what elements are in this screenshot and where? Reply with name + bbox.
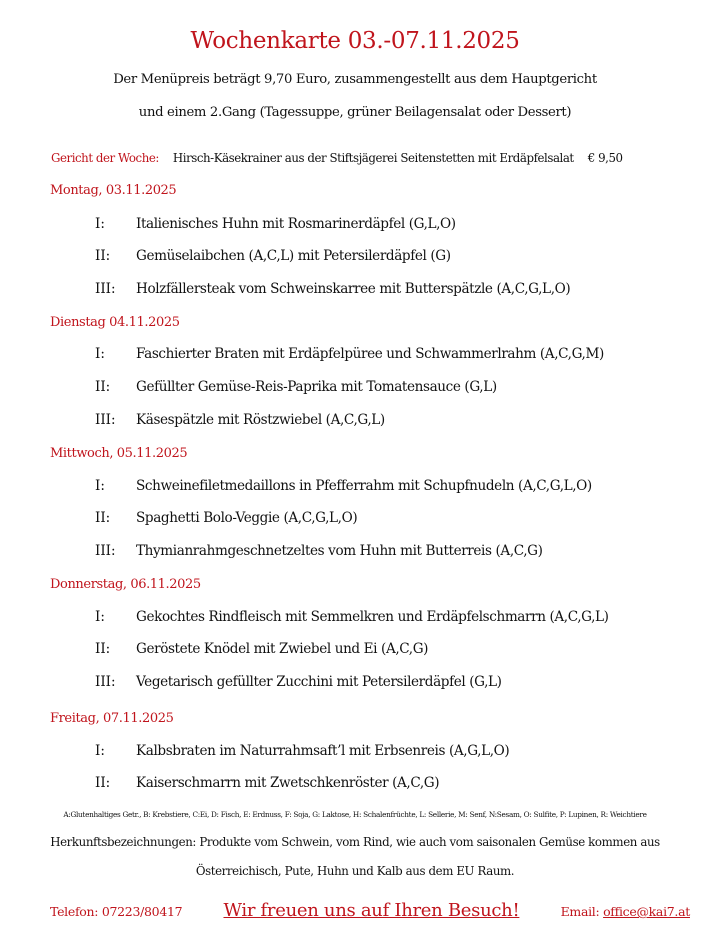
menu-item-text: Italienisches Huhn mit Rosmarinerdäpfel (G,L,O) bbox=[136, 216, 456, 232]
menu-intro-line1: Der Menüpreis beträgt 9,70 Euro, zusammengestellt aus dem Hauptgericht bbox=[113, 72, 597, 87]
menu-item-number: I: bbox=[95, 346, 105, 362]
menu-item-number: III: bbox=[95, 281, 116, 297]
weekly-special bbox=[51, 151, 700, 165]
origin-note-line1: Herkunftsbezeichnungen: Produkte vom Schwein, vom Rind, wie auch vom saisonalen Gemüse kommen aus bbox=[50, 835, 660, 849]
allergen-legend: A:Glutenhaltiges Getr., B: Krebstiere, C:Ei, D: Fisch, E: Erdnuss, F: Soja, G: Laktose, H: Schalenfrüchte, L: Sellerie, M: Senf, N:Sesam, O: Sulfite, P: Lupinen, R: Weichtiere bbox=[63, 810, 647, 819]
menu-item-text: Vegetarisch gefüllter Zucchini mit Petersilerdäpfel (G,L) bbox=[136, 674, 502, 690]
menu-item-number: I: bbox=[95, 478, 105, 494]
menu-item-number: III: bbox=[95, 543, 116, 559]
menu-item-text: Schweinefiletmedaillons in Pfefferrahm mit Schupfnudeln (A,C,G,L,O) bbox=[136, 478, 592, 494]
email-link[interactable]: office@kai7.at bbox=[603, 904, 690, 919]
menu-item-text: Käsespätzle mit Röstzwiebel (A,C,G,L) bbox=[136, 412, 385, 428]
menu-item-number: II: bbox=[95, 379, 111, 395]
menu-intro-line2: und einem 2.Gang (Tagessuppe, grüner Beilagensalat oder Dessert) bbox=[138, 105, 572, 120]
day-heading: Montag, 03.11.2025 bbox=[50, 183, 177, 198]
menu-item-number: II: bbox=[95, 641, 111, 657]
menu-item-text: Thymianrahmgeschnetzeltes vom Huhn mit Butterreis (A,C,G) bbox=[136, 543, 543, 559]
menu-item-number: III: bbox=[95, 412, 116, 428]
menu-item-text: Faschierter Braten mit Erdäpfelpüree und Schwammerlrahm (A,C,G,M) bbox=[136, 346, 604, 362]
menu-item-text: Holzfällersteak vom Schweinskarree mit Butterspätzle (A,C,G,L,O) bbox=[136, 281, 571, 297]
menu-item-text: Geröstete Knödel mit Zwiebel und Ei (A,C,G) bbox=[136, 641, 429, 657]
welcome-message: Wir freuen uns auf Ihren Besuch! bbox=[223, 900, 520, 921]
footer bbox=[50, 900, 690, 921]
menu-item-text: Gekochtes Rindfleisch mit Semmelkren und Erdäpfelschmarrn (A,C,G,L) bbox=[136, 609, 609, 625]
menu-item-number: I: bbox=[95, 743, 105, 759]
weekly-special-label: Gericht der Woche: bbox=[51, 151, 159, 165]
menu-item-number: II: bbox=[95, 248, 111, 264]
menu-item-number: I: bbox=[95, 609, 105, 625]
menu-item-text: Gefüllter Gemüse-Reis-Paprika mit Tomatensauce (G,L) bbox=[136, 379, 497, 395]
menu-item-number: II: bbox=[95, 775, 111, 791]
email-contact bbox=[561, 904, 690, 919]
menu-item-text: Kaiserschmarrn mit Zwetschkenröster (A,C,G) bbox=[136, 775, 440, 791]
weekly-special-dish: Hirsch-Käsekrainer aus der Stiftsjägerei Seitenstetten mit Erdäpfelsalat bbox=[172, 151, 574, 165]
menu-item-text: Spaghetti Bolo-Veggie (A,C,G,L,O) bbox=[136, 510, 358, 526]
menu-item-number: I: bbox=[95, 216, 105, 232]
day-heading: Freitag, 07.11.2025 bbox=[50, 711, 174, 726]
weekly-special-price: € 9,50 bbox=[587, 151, 623, 165]
email-label: Email: bbox=[560, 904, 604, 919]
phone-number: Telefon: 07223/80417 bbox=[50, 904, 183, 919]
menu-item-text: Gemüselaibchen (A,C,L) mit Petersilerdäpfel (G) bbox=[136, 248, 451, 264]
day-heading: Dienstag 04.11.2025 bbox=[50, 315, 180, 330]
day-heading: Donnerstag, 06.11.2025 bbox=[50, 577, 201, 592]
menu-item-text: Kalbsbraten im Naturrahmsaft’l mit Erbsenreis (A,G,L,O) bbox=[136, 743, 510, 759]
menu-title: Wochenkarte 03.-07.11.2025 bbox=[190, 28, 520, 54]
menu-item-number: II: bbox=[95, 510, 111, 526]
origin-note-line2: Österreichisch, Pute, Huhn und Kalb aus dem EU Raum. bbox=[195, 864, 515, 878]
day-heading: Mittwoch, 05.11.2025 bbox=[50, 446, 188, 461]
menu-item-number: III: bbox=[95, 674, 116, 690]
